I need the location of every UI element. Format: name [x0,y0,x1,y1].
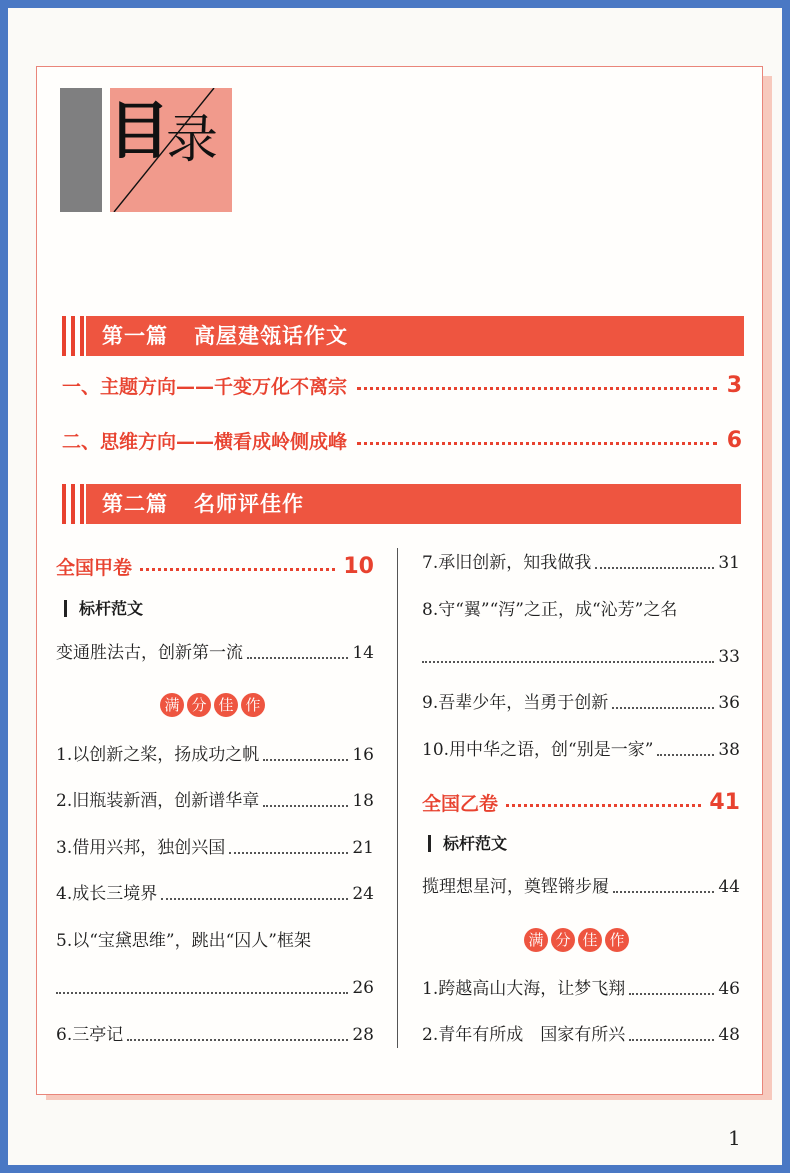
badge-char: 分 [187,693,211,717]
entry-page: 36 [718,693,740,713]
entry-page: 44 [718,877,740,897]
entry-text: 3.借用兴邦，独创兴国 [56,838,226,858]
region-jia[interactable] [56,553,374,580]
toc-entry[interactable] [56,744,374,766]
entry-page: 14 [352,643,374,663]
entry-text: 5.以“宝黛思维”，跳出“囚人”框架 [56,931,311,951]
column-divider [397,548,398,1048]
dot-leader [229,852,348,854]
toc-entry[interactable] [422,876,740,898]
entry-text: 8.守“翼”“泻”之正，成“沁芳”之名 [422,600,678,620]
page-number: 1 [728,1126,741,1150]
dot-leader [357,387,717,390]
badge-char: 佳 [578,928,602,952]
entry-page: 16 [352,745,374,765]
dot-leader [612,707,714,709]
entry-text: 10.用中华之语，创“别是一家” [422,740,654,760]
toc-entry[interactable] [422,1024,740,1046]
dot-leader [127,1039,348,1041]
title-char-mu: 目 [108,94,171,167]
entry-text: 6.三亭记 [56,1025,124,1045]
dot-leader [263,759,348,761]
toc-entry-continuation[interactable] [422,646,740,668]
toc-entry[interactable] [56,642,374,664]
dot-leader [140,568,335,571]
entry-text: 1.以创新之桨，扬成功之帆 [56,745,260,765]
part2-label: 第二篇 [102,492,168,516]
entry-page: 46 [718,979,740,999]
entry-page: 31 [718,553,740,573]
entry-page: 48 [718,1025,740,1045]
region-title: 全国乙卷 [422,793,499,815]
dot-leader [629,993,714,995]
entry-text: 变通胜法古，创新第一流 [56,643,243,663]
dot-leader [422,661,714,663]
section-page: 3 [726,373,742,398]
badge-char: 作 [605,928,629,952]
part1-header [86,316,744,356]
entry-text: 2.青年有所成 国家有所兴 [422,1025,626,1045]
dot-leader [263,805,348,807]
entry-text: 4.成长三境界 [56,884,158,904]
toc-entry-continuation[interactable] [56,977,374,999]
part2-bars [62,484,84,524]
part1-label: 第一篇 [102,324,168,348]
entry-page: 38 [718,740,740,760]
dot-leader [629,1039,714,1041]
part1-section-1[interactable] [62,372,742,399]
dot-leader [247,657,348,659]
section-text: 二、思维方向——横看成岭侧成峰 [62,431,348,453]
full-score-badge [160,693,265,717]
toc-entry[interactable] [56,837,374,859]
region-page: 10 [343,554,374,579]
full-score-badge [524,928,629,952]
toc-entry[interactable] [422,552,740,574]
dot-leader [595,567,714,569]
badge-char: 佳 [214,693,238,717]
title-gray-block [60,88,102,212]
entry-page: 24 [352,884,374,904]
entry-text: 7.承旧创新，知我做我 [422,553,592,573]
entry-text: 揽理想星河，奠铿锵步履 [422,877,609,897]
dot-leader [613,891,714,893]
section-page: 6 [726,428,742,453]
toc-entry[interactable] [56,790,374,812]
toc-entry-title[interactable] [422,599,740,621]
toc-entry[interactable] [56,883,374,905]
part2-title: 名师评佳作 [194,492,304,516]
part1-bars [62,316,84,356]
badge-char: 分 [551,928,575,952]
entry-text: 1.跨越高山大海，让梦飞翔 [422,979,626,999]
toc-entry[interactable] [56,1024,374,1046]
badge-char: 满 [524,928,548,952]
dot-leader [56,992,348,994]
benchmark-subtitle: 标杆范文 [64,600,143,617]
dot-leader [506,804,701,807]
entry-page: 33 [718,647,740,667]
toc-entry[interactable] [422,739,740,761]
badge-char: 作 [241,693,265,717]
part1-section-2[interactable] [62,427,742,454]
region-title: 全国甲卷 [56,557,133,579]
dot-leader [357,442,717,445]
benchmark-subtitle: 标杆范文 [428,835,507,852]
entry-page: 26 [352,978,374,998]
entry-page: 28 [352,1025,374,1045]
toc-entry[interactable] [422,978,740,1000]
region-page: 41 [709,790,740,815]
toc-entry-title[interactable] [56,930,374,952]
title-char-lu: 录 [166,110,219,170]
entry-text: 9.吾辈少年，当勇于创新 [422,693,609,713]
entry-text: 2.旧瓶装新酒，创新谱华章 [56,791,260,811]
badge-char: 满 [160,693,184,717]
section-text: 一、主题方向——千变万化不离宗 [62,376,348,398]
part1-title: 高屋建瓴话作文 [194,324,348,348]
toc-entry[interactable] [422,692,740,714]
part2-header [86,484,741,524]
entry-page: 21 [352,838,374,858]
dot-leader [657,754,714,756]
region-yi[interactable] [422,789,740,816]
dot-leader [161,898,348,900]
entry-page: 18 [352,791,374,811]
